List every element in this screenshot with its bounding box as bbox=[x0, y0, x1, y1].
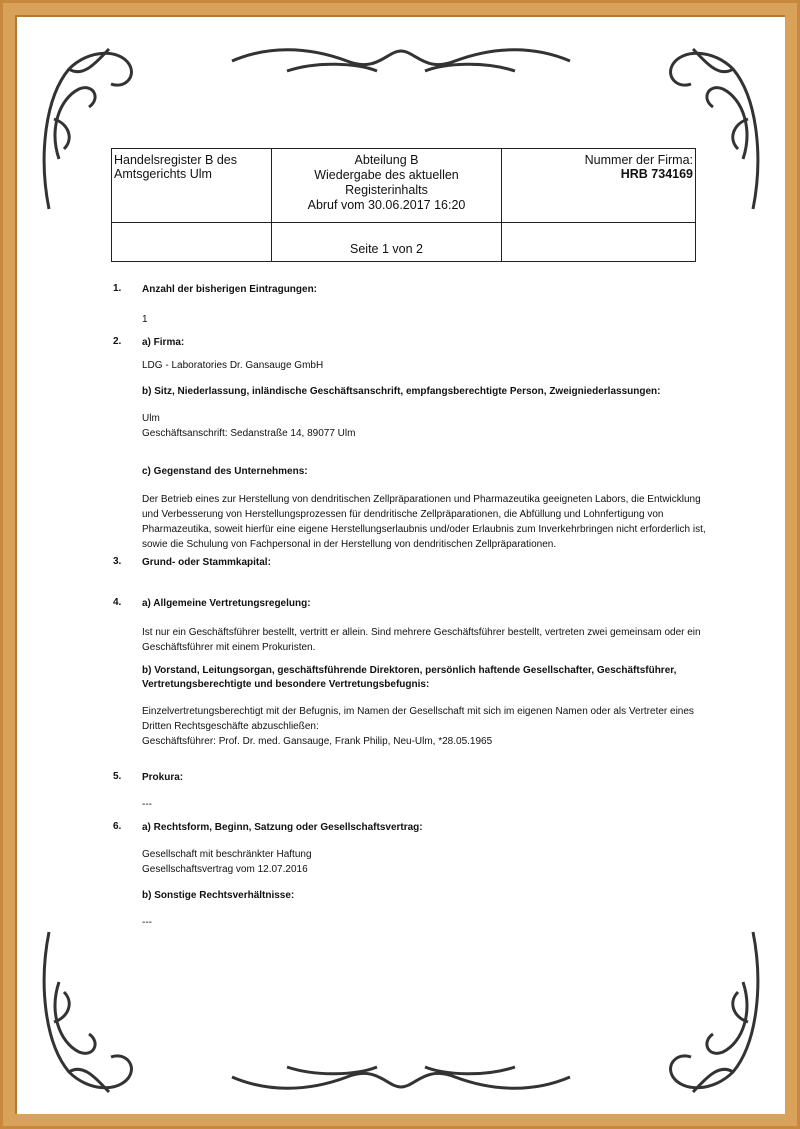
section-heading: Anzahl der bisherigen Eintragungen: bbox=[142, 284, 318, 295]
department-cell bbox=[272, 149, 502, 223]
section-6 bbox=[113, 821, 713, 930]
section-4 bbox=[113, 597, 713, 749]
section-heading: b) Vorstand, Leitungsorgan, geschäftsführende Direktoren, persönlich haftende Gesellschafter, Geschäftsführer, Vertretungsberechtigte und besondere Vertretungsbefugnis: bbox=[142, 665, 677, 690]
business-address: Geschäftsanschrift: Sedanstraße 14, 89077 Ulm bbox=[142, 428, 356, 439]
section-value: --- bbox=[142, 799, 152, 810]
document-page bbox=[17, 17, 785, 1114]
section-5 bbox=[113, 771, 713, 812]
corner-ornament-bottom-left bbox=[39, 922, 139, 1102]
section-heading: Prokura: bbox=[142, 772, 184, 783]
section-heading: a) Allgemeine Vertretungsregelung: bbox=[142, 598, 311, 609]
section-value: 1 bbox=[142, 314, 148, 325]
company-number-cell bbox=[502, 149, 696, 223]
section-3 bbox=[113, 556, 713, 570]
court-line-2: Amtsgerichts Ulm bbox=[114, 167, 212, 181]
representation-authority: Einzelvertretungsberechtigt mit der Befugnis, im Namen der Gesellschaft mit sich im eigenen Namen oder als Vertreter eines Dritten Rechtsgeschäfte abzuschließen: bbox=[142, 706, 694, 732]
section-heading: c) Gegenstand des Unternehmens: bbox=[142, 466, 308, 477]
top-border-ornament bbox=[227, 41, 575, 81]
corner-ornament-bottom-right bbox=[663, 922, 763, 1102]
section-value: --- bbox=[142, 917, 152, 928]
court-line-1: Handelsregister B des bbox=[114, 153, 237, 167]
retrieval-date: Abruf vom 30.06.2017 16:20 bbox=[307, 198, 466, 212]
section-heading: Grund- oder Stammkapital: bbox=[142, 557, 271, 568]
legal-form: Gesellschaft mit beschränkter Haftung bbox=[142, 849, 312, 860]
section-number: 1. bbox=[113, 283, 122, 294]
articles-date: Gesellschaftsvertrag vom 12.07.2016 bbox=[142, 864, 308, 875]
register-content bbox=[113, 283, 713, 930]
section-heading: b) Sitz, Niederlassung, inländische Geschäftsanschrift, empfangsberechtigte Person, Zweigniederlassungen: bbox=[142, 386, 661, 397]
managing-director: Geschäftsführer: Prof. Dr. med. Gansauge, Frank Philip, Neu-Ulm, *28.05.1965 bbox=[142, 736, 493, 747]
register-header-table bbox=[111, 148, 696, 262]
company-name: LDG - Laboratories Dr. Gansauge GmbH bbox=[142, 360, 324, 371]
section-1 bbox=[113, 283, 713, 327]
bottom-border-ornament bbox=[227, 1057, 575, 1097]
section-number: 3. bbox=[113, 556, 122, 567]
section-heading: a) Firma: bbox=[142, 337, 185, 348]
empty-cell-left bbox=[112, 223, 272, 262]
section-number: 4. bbox=[113, 597, 122, 608]
section-heading: a) Rechtsform, Beginn, Satzung oder Gesellschaftsvertrag: bbox=[142, 822, 423, 833]
section-2 bbox=[113, 336, 713, 552]
page-number: Seite 1 von 2 bbox=[272, 223, 502, 262]
company-number-value: HRB 734169 bbox=[620, 167, 693, 181]
seat: Ulm bbox=[142, 413, 160, 424]
empty-cell-right bbox=[502, 223, 696, 262]
section-number: 6. bbox=[113, 821, 122, 832]
department-line-2: Wiedergabe des aktuellen bbox=[314, 168, 459, 182]
section-number: 5. bbox=[113, 771, 122, 782]
department-line-3: Registerinhalts bbox=[345, 183, 428, 197]
company-number-label: Nummer der Firma: bbox=[584, 153, 693, 167]
department-line-1: Abteilung B bbox=[354, 153, 419, 167]
section-heading: b) Sonstige Rechtsverhältnisse: bbox=[142, 890, 295, 901]
section-number: 2. bbox=[113, 336, 122, 347]
business-purpose: Der Betrieb eines zur Herstellung von dendritischen Zellpräparationen und Pharmazeutika geeigneten Labors, die Entwicklung und Verbesserung von Herstellungsprozessen für dendritische Zellpräparationen, die Abfüllung und Lohnfertigung von Pharmazeutika, soweit hierfür eine eigene Herstellungserlaubnis und/oder Erlaubnis zum Inverkehrbringen nicht erforderlich ist, sowie die Schulung von Fachpersonal in der Herstellung von dendritischen Zellpräparationen. bbox=[142, 494, 706, 550]
representation-rule: Ist nur ein Geschäftsführer bestellt, vertritt er allein. Sind mehrere Geschäftsführer bestellt, vertreten zwei gemeinsam oder ein Geschäftsführer mit einem Prokuristen. bbox=[142, 627, 701, 653]
court-cell bbox=[112, 149, 272, 223]
